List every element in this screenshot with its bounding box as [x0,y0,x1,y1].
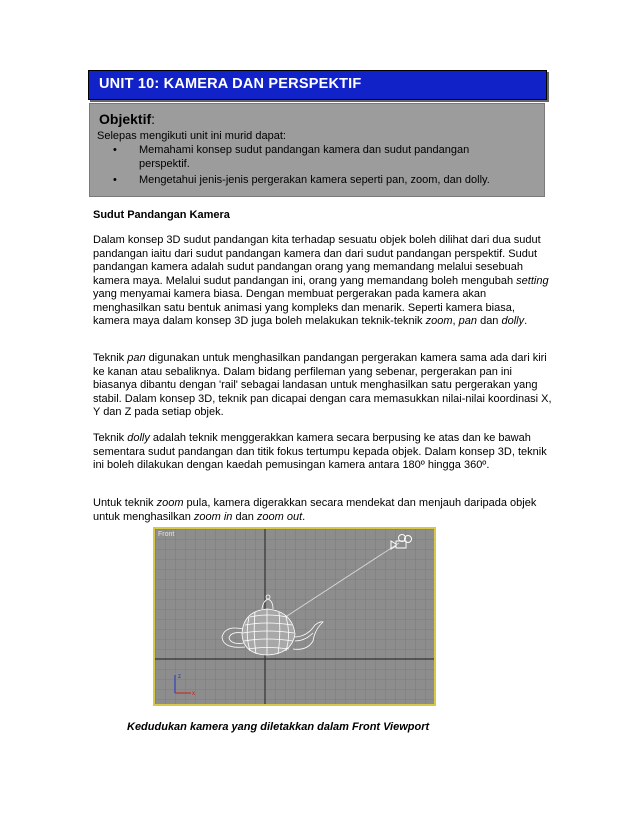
paragraph-pan: Teknik pan digunakan untuk menghasilkan pandangan pergerakan kamera sama ada dari kiri ke kanan atau sebaliknya. Dalam bidang perfileman yang sebenar, pergerakan pan ini biasanya dibantu dengan 'rail' sebagai landasan untuk menghasilkan satu pergerakan yang stabil. Dalam konsep 3D, teknik pan dicapai dengan cara memasukkan nilai-nilai koordinasi X, Y dan Z pada setiap objek. [93,352,552,418]
bullet-icon: • [113,144,117,156]
list-item: • Mengetahui jenis-jenis pergerakan kamera seperti pan, zoom, dan dolly. [113,174,490,186]
paragraph-dolly: Teknik dolly adalah teknik menggerakkan kamera secara berpusing ke atas dan ke bawah sementara sudut pandangan dan titik fokus tertumpu kepada objek. Dalam konsep 3D, teknik ini boleh dilakukan dengan kaedah pemusingan kamera antara 180º hingga 360º. [93,432,547,471]
unit-title: UNIT 10: KAMERA DAN PERSPEKTIF [99,76,362,92]
objective-title: Objektif: [99,111,156,127]
bullet-icon: • [113,174,117,186]
paragraph-camera-view: Dalam konsep 3D sudut pandangan kita terhadap sesuatu objek boleh dilihat dari dua sudut pandangan iaitu dari sudut pandangan kamera dan dari sudut pandangan perspektif. Sudut pandangan kamera adalah sudut pandangan orang yang memandang melalui sesebuah kamera maya. Melalui sudut pandangan ini, orang yang memandang boleh mengubah setting yang menyamai kamera biasa. Dengan membuat pergerakan pada kamera akan menghasilkan satu bentuk animasi yang kompleks dan menarik. Seperti kamera biasa, kamera maya dalam konsep 3D juga boleh melakukan teknik-teknik zoom, pan dan dolly. [93,234,549,327]
section-heading: Sudut Pandangan Kamera [93,209,230,221]
axis-x-label: x [192,691,195,697]
axis-z-label: z [178,674,181,680]
paragraph-zoom: Untuk teknik zoom pula, kamera digerakkan secara mendekat dan menjauh daripada objek untuk menghasilkan zoom in dan zoom out. [93,497,537,523]
viewport-drawing [155,529,434,704]
objective-list [97,144,514,191]
unit-title-banner [88,70,547,100]
viewport-label: Front [158,531,175,538]
objective-box [89,103,545,197]
objective-intro: Selepas mengikuti unit ini murid dapat: [97,130,286,142]
front-viewport-figure [155,529,434,704]
list-item: • Memahami konsep sudut pandangan kamera dan sudut pandangan perspektif. [113,144,470,170]
figure-caption: Kedudukan kamera yang diletakkan dalam Front Viewport [127,721,430,733]
viewport-grid [155,529,434,704]
